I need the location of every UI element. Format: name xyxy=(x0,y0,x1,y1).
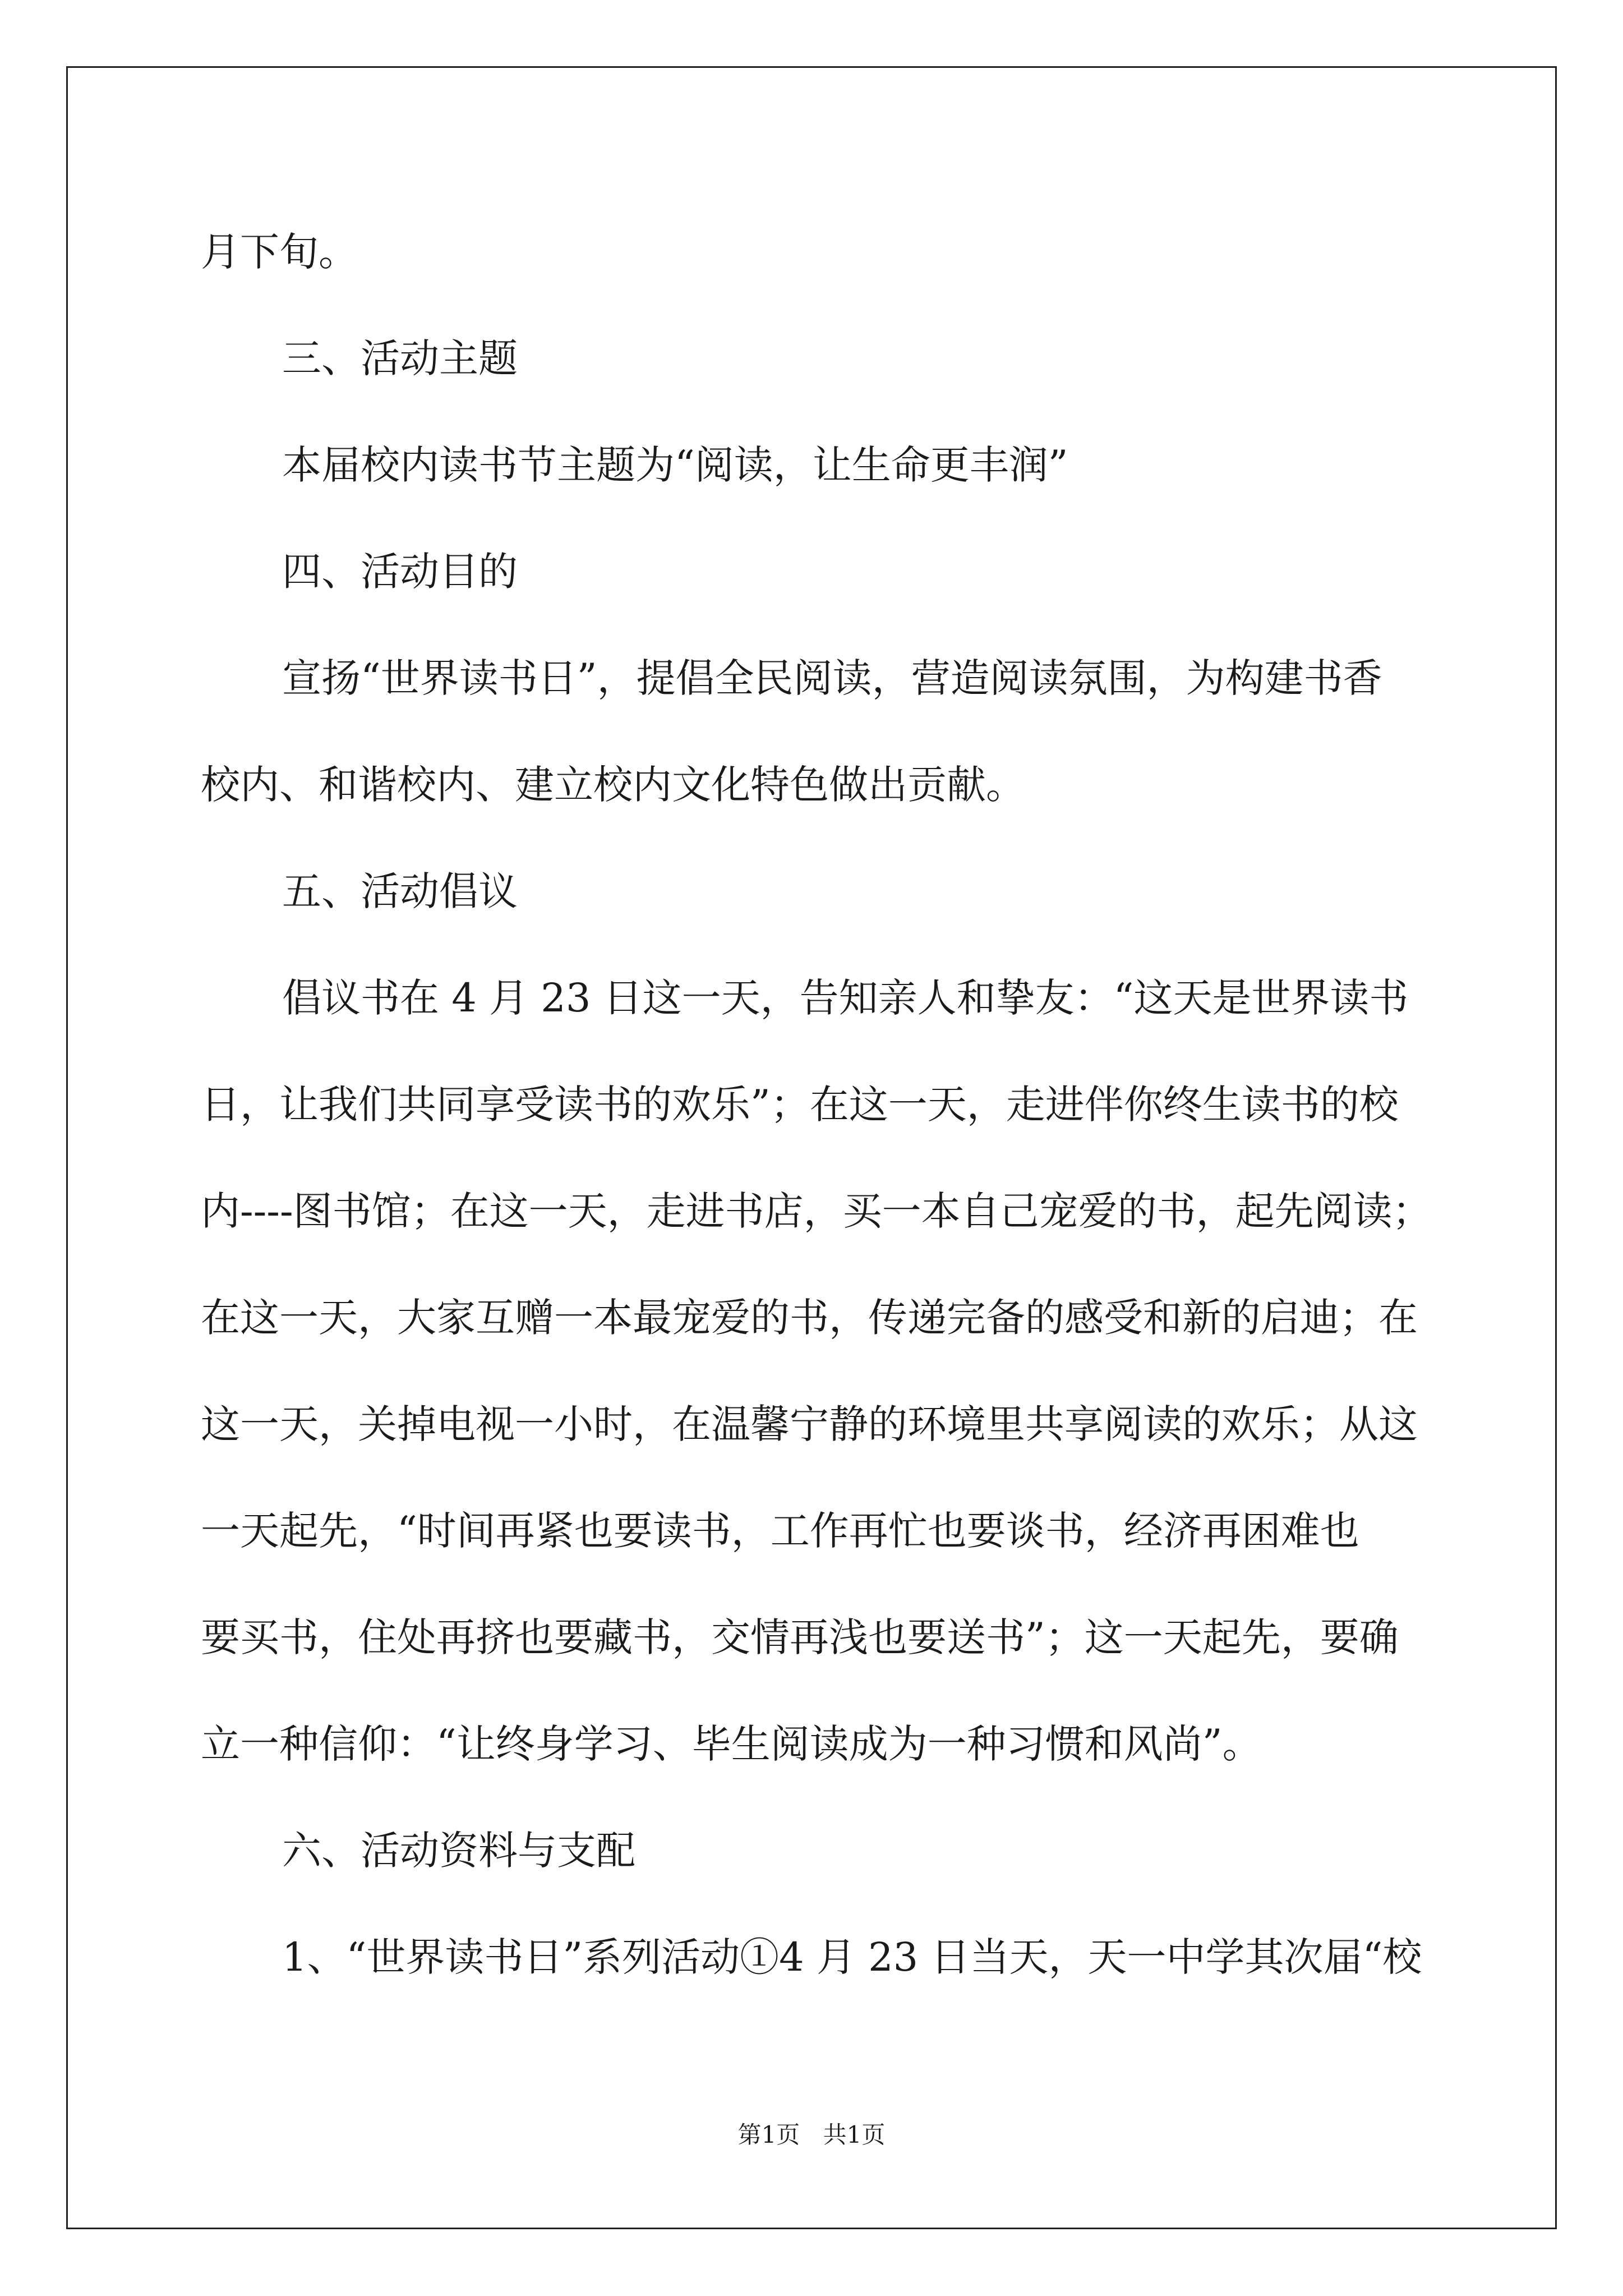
text-line: 这一天，关掉电视一小时，在温馨宁静的环境里共享阅读的欢乐；从这 xyxy=(201,1401,1418,1447)
document-body xyxy=(201,210,1432,2022)
text-line: 1、“世界读书日”系列活动①4 月 23 日当天，天一中学其次届“校 xyxy=(282,1934,1422,1980)
section-heading: 三、活动主题 xyxy=(282,335,518,381)
text-line: 一天起先，“时间再紧也要读书，工作再忙也要谈书，经济再困难也 xyxy=(201,1508,1359,1554)
text-line: 倡议书在 4 月 23 日这一天，告知亲人和挚友：“这天是世界读书 xyxy=(282,975,1409,1021)
text-line: 日，让我们共同享受读书的欢乐”；在这一天，走进伴你终生读书的校 xyxy=(201,1082,1399,1128)
text-line: 校内、和谐校内、建立校内文化特色做出贡献。 xyxy=(201,762,1025,808)
page-footer xyxy=(0,2118,1623,2152)
text-line: 本届校内读书节主题为“阅读，让生命更丰润” xyxy=(282,442,1068,488)
text-line: 立一种信仰：“让终身学习、毕生阅读成为一种习惯和风尚”。 xyxy=(201,1721,1262,1767)
text-line: 要买书，住处再挤也要藏书，交情再浅也要送书”；这一天起先，要确 xyxy=(201,1614,1399,1660)
section-heading: 五、活动倡议 xyxy=(282,868,518,914)
text-line: 宣扬“世界读书日”，提倡全民阅读，营造阅读氛围，为构建书香 xyxy=(282,655,1382,701)
text-line: 在这一天，大家互赠一本最宠爱的书，传递完备的感受和新的启迪；在 xyxy=(201,1295,1418,1341)
text-line: 内----图书馆；在这一天，走进书店，买一本自己宠爱的书，起先阅读； xyxy=(201,1188,1432,1234)
section-heading: 四、活动目的 xyxy=(282,549,518,595)
page-number: 第1页 xyxy=(737,2121,800,2148)
page-total: 共1页 xyxy=(823,2121,886,2148)
text-line: 月下旬。 xyxy=(201,229,358,275)
section-heading: 六、活动资料与支配 xyxy=(282,1828,635,1874)
